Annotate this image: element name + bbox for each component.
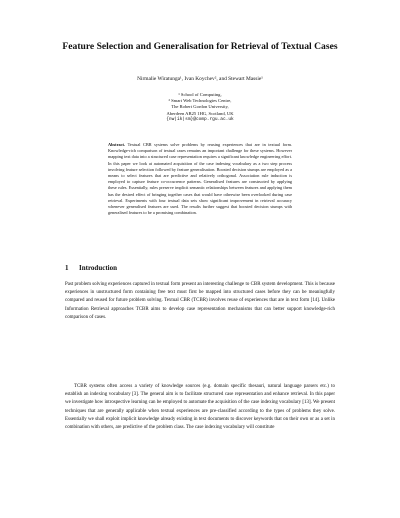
affiliation-line: The Robert Gordon University, <box>171 104 229 110</box>
body-paragraph: TCBR systems often access a variety of knowledge sources (e.g. domain specific thesauri, natural language parsers etc.) to establish an indexing vocabulary [3]. The general aim is to facilitate structured case representation and enhance retrieval. In this paper we investigate how introspective learning can be employed to automate the acquisition of the case indexing vocabulary [13]. We present techniques that are generally applicable when textual experiences are pre-classified according to the types of problems they solve. Essentially we shall exploit implicit knowledge already existing in text documents to discover keywords that on their own or as a set in combination with others, are predictive of the problem class. The case indexing vocabulary will constitute <box>65 384 335 431</box>
section-number: 1 <box>65 264 69 272</box>
affiliation-line: ¹ School of Computing, <box>178 92 222 97</box>
section-heading <box>65 264 335 273</box>
author-list: Nirmalie Wiratunga¹, Ivan Koychev², and Stewart Massie¹ <box>137 76 263 82</box>
abstract-text: Textual CBR systems solve problems by reusing experiences that are in textual form. Knowledge-rich comparison of textual cases remains an important challenge for these systems. However mapping text data into a structured case representation requires a significant knowledge engineering effort. In this paper we look at automated acquisition of the case indexing vocabulary as a two step process involving feature selection followed by feature generalisation. Boosted decision stumps are employed as a means to select features that are predictive and relatively orthogonal. Association rule induction is employed to capture feature co-occurrence patterns. Generalised features are constructed by applying these rules. Essentially, rules preserve implicit semantic relationships between features and applying them has the desired effect of bringing together cases that would have otherwise been overlooked during case retrieval. Experiments with four textual data sets show significant improvement in retrieval accuracy whenever generalised features are used. The results further suggest that boosted decision stumps with generalised features to be a promising combination. <box>108 142 293 216</box>
abstract-label: Abstract. <box>108 142 126 147</box>
abstract <box>108 142 292 216</box>
section-title: Introduction <box>79 264 117 272</box>
affiliation-line: Aberdeen AB25 1HG, Scotland, UK <box>166 110 234 116</box>
affiliation-line: ² Smart Web Technologies Centre, <box>168 98 232 104</box>
affiliation-block <box>110 92 290 123</box>
author-email: {nw|ik|sm}@comp.rgu.ac.uk <box>166 116 234 122</box>
paper-title: Feature Selection and Generalisation for Retrieval of Textual Cases <box>62 41 338 52</box>
body-paragraph: Past problem solving experiences captured in textual form present an interesting challenge to CBR system development. This is because experiences in unstructured form containing free text must first be mapped into structured cases before they can be meaningfully compared and reused for future problem solving. Textual CBR (TCBR) involves reuse of experiences that are in text form [14]. Unlike Information Retrieval approaches TCBR aims to develop case representation mechanisms that can better support knowledge-rich comparison of cases. <box>65 282 335 320</box>
